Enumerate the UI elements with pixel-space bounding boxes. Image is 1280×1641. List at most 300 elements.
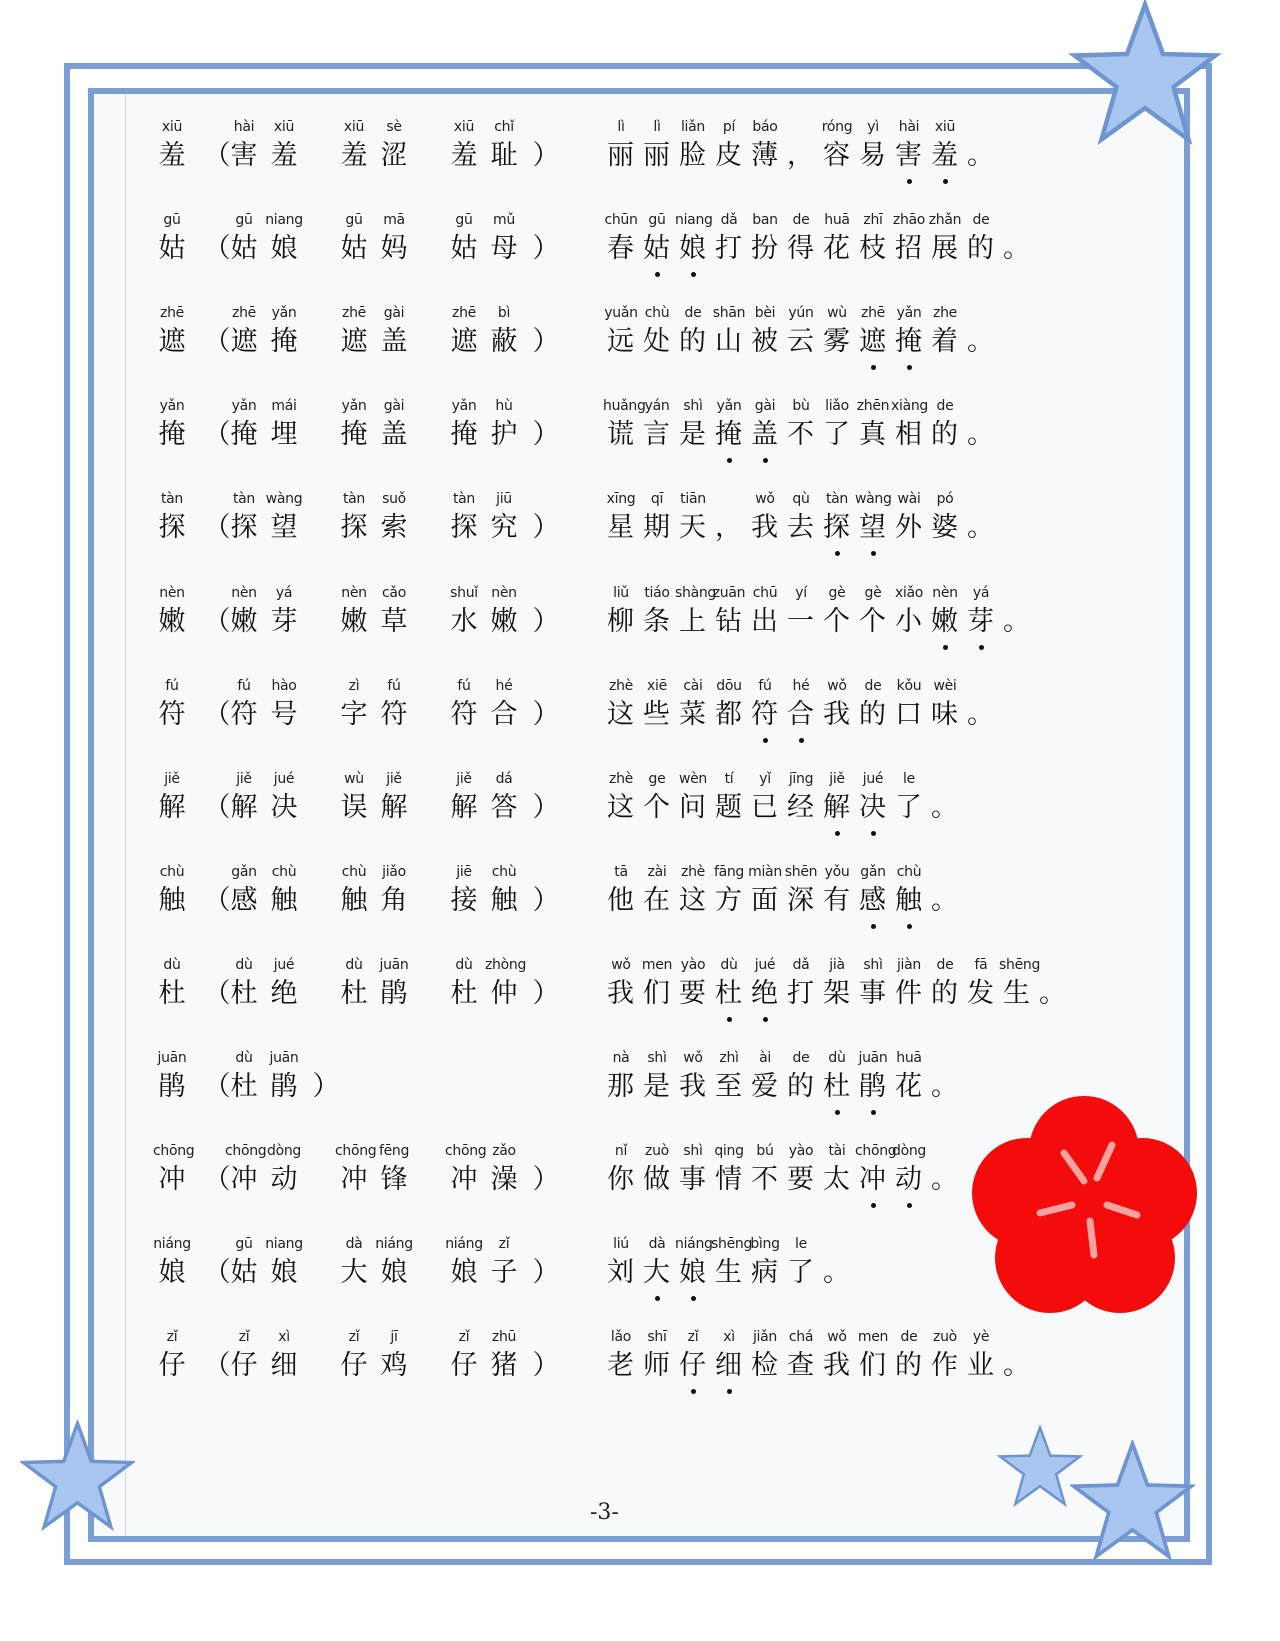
pinyin: suǒ <box>382 491 406 508</box>
sentence-text: 这些菜都符合我的口味。 <box>607 698 1003 730</box>
pinyin: zuān <box>712 584 746 601</box>
hanzi: 娘 <box>158 1257 186 1289</box>
emphasis-dot <box>943 179 948 184</box>
pinyin: wèn <box>678 770 708 787</box>
sentence-pinyin <box>603 395 646 417</box>
hanzi: （ <box>203 419 231 451</box>
sentence-pinyin <box>855 861 891 883</box>
pinyin: gū <box>455 212 473 229</box>
pinyin: yǎn <box>271 305 297 322</box>
hanzi: 决 <box>270 791 298 823</box>
hanzi: 探 <box>230 512 258 544</box>
pinyin: nà <box>612 1050 630 1066</box>
hanzi: ） <box>532 419 560 451</box>
word-char <box>485 1233 523 1291</box>
pinyin: dù <box>720 956 738 973</box>
word-char <box>485 1326 523 1384</box>
hanzi: （ <box>203 605 231 637</box>
pinyin: wàng <box>265 491 303 508</box>
sentence-pinyin <box>855 954 891 976</box>
pinyin: gū <box>235 1236 253 1253</box>
pinyin: gè <box>864 584 882 601</box>
pinyin: shuǐ <box>450 584 478 601</box>
word-char <box>485 1140 523 1198</box>
sentence-pinyin <box>639 488 675 510</box>
head-character <box>153 488 191 546</box>
emphasis-dot <box>907 365 912 370</box>
pinyin: dà <box>648 1236 666 1253</box>
vocab-row <box>0 209 1280 289</box>
hanzi: 细 <box>270 1350 298 1382</box>
pinyin: yào <box>680 956 706 973</box>
pinyin: cài <box>683 677 703 694</box>
pinyin: chōng <box>445 1143 487 1160</box>
sentence-pinyin <box>675 954 711 976</box>
sentence-pinyin <box>711 861 747 883</box>
hanzi: 解 <box>450 791 478 823</box>
hanzi: 大 <box>340 1257 368 1289</box>
pinyin: chá <box>788 1329 814 1346</box>
hanzi: 符 <box>158 698 186 730</box>
pinyin <box>963 675 999 697</box>
pinyin: fú <box>758 677 772 694</box>
sentence-pinyin <box>891 488 927 510</box>
pinyin: xì <box>723 1329 735 1346</box>
pinyin: chūn <box>604 212 638 229</box>
hanzi: ） <box>532 1350 560 1382</box>
sentence-pinyin <box>819 116 855 138</box>
word-char <box>445 675 483 733</box>
hanzi: （ <box>203 698 231 730</box>
sentence-pinyin <box>639 768 675 790</box>
emphasis-dot <box>691 1389 696 1394</box>
emphasis-dot <box>979 645 984 650</box>
emphasis-dot <box>871 924 876 929</box>
pinyin: de <box>900 1329 918 1346</box>
hanzi: 仲 <box>490 977 518 1009</box>
pinyin: xiū <box>343 119 365 135</box>
sentence-pinyin <box>603 488 639 510</box>
sentence-text: 刘大娘生病了。 <box>607 1257 859 1289</box>
word-char <box>225 302 263 360</box>
emphasis-dot <box>799 738 804 743</box>
sentence-pinyin <box>999 582 1035 604</box>
pinyin <box>963 395 999 417</box>
emphasis-dot <box>691 1296 696 1301</box>
word-char <box>485 861 523 919</box>
pinyin: zǐ <box>687 1329 699 1346</box>
hanzi: 芽 <box>270 605 298 637</box>
sentence-pinyin <box>927 675 963 697</box>
sentence-pinyin <box>855 768 891 790</box>
pinyin: shì <box>683 1143 703 1160</box>
sentence-pinyin <box>999 209 1035 231</box>
sentence-pinyin <box>711 1233 753 1255</box>
head-character <box>153 582 191 640</box>
pinyin <box>999 209 1035 231</box>
pinyin: fú <box>387 677 401 694</box>
sentence-pinyin <box>819 1326 855 1348</box>
pinyin: le <box>903 770 915 787</box>
pinyin: qing <box>714 1143 744 1160</box>
pinyin <box>527 1140 565 1162</box>
sentence-pinyin <box>927 209 963 231</box>
pinyin: dòng <box>266 1143 301 1160</box>
emphasis-dot <box>727 1017 732 1022</box>
sentence-pinyin <box>819 302 855 324</box>
pinyin: shì <box>863 956 883 973</box>
sentence-pinyin <box>819 488 855 510</box>
pinyin: qù <box>792 491 810 508</box>
sentence-pinyin <box>927 395 963 417</box>
hanzi: 掩 <box>158 419 186 451</box>
pinyin: zǐ <box>348 1329 360 1346</box>
close-paren <box>527 302 565 360</box>
pinyin: jiǎn <box>752 1329 778 1346</box>
sentence-pinyin <box>855 302 891 324</box>
close-paren <box>527 1140 565 1198</box>
pinyin: jiǎo <box>382 863 406 880</box>
sentence-pinyin <box>999 1326 1035 1348</box>
pinyin: niáng <box>675 1236 713 1253</box>
hanzi: 感 <box>230 884 258 916</box>
pinyin: lì <box>653 119 661 135</box>
hanzi: （ <box>203 1257 231 1289</box>
plum-flower-icon <box>972 1093 1197 1313</box>
sentence-pinyin <box>603 768 639 790</box>
sentence-pinyin <box>639 582 675 604</box>
hanzi: 澡 <box>490 1164 518 1196</box>
pinyin: le <box>795 1236 807 1253</box>
hanzi: 遮 <box>340 326 368 358</box>
pinyin: hé <box>495 677 513 694</box>
pinyin: de <box>684 305 702 322</box>
hanzi: 冲 <box>230 1164 258 1196</box>
pinyin: jué <box>862 770 884 787</box>
head-character <box>153 116 191 174</box>
emphasis-dot <box>871 831 876 836</box>
hanzi: 羞 <box>270 140 298 171</box>
pinyin: hài <box>898 119 920 135</box>
pinyin: zhē <box>861 305 885 322</box>
pinyin: dòng <box>891 1143 926 1160</box>
pinyin: chōng <box>153 1143 195 1160</box>
word-char <box>485 488 523 546</box>
sentence-pinyin <box>639 1140 675 1162</box>
pinyin <box>927 1140 963 1162</box>
pinyin: men <box>857 1329 889 1346</box>
emphasis-dot <box>835 831 840 836</box>
pinyin: cǎo <box>382 584 406 601</box>
hanzi: 姑 <box>230 1257 258 1289</box>
word-char <box>335 1140 377 1198</box>
pinyin: yǐ <box>759 770 771 787</box>
pinyin: gè <box>828 584 846 601</box>
word-char <box>335 488 373 546</box>
sentence-pinyin <box>819 1233 855 1255</box>
pinyin: fú <box>165 677 179 694</box>
pinyin: yǎn <box>896 305 922 322</box>
pinyin: zhī <box>863 212 883 229</box>
word-char <box>265 1047 303 1105</box>
hanzi: 动 <box>270 1164 298 1196</box>
hanzi: 望 <box>270 512 298 544</box>
head-character <box>153 1047 191 1105</box>
hanzi: 杜 <box>450 977 478 1009</box>
hanzi: 姑 <box>340 233 368 265</box>
head-character <box>153 954 191 1012</box>
hanzi: 触 <box>158 884 186 916</box>
pinyin <box>527 395 565 417</box>
sentence-pinyin <box>747 1233 783 1255</box>
pinyin: zuò <box>933 1329 957 1346</box>
head-character <box>153 395 191 453</box>
pinyin: chù <box>896 863 922 880</box>
hanzi: 触 <box>340 884 368 916</box>
pinyin: chǐ <box>494 119 514 135</box>
hanzi: 姑 <box>230 233 258 265</box>
sentence-pinyin <box>603 1326 639 1348</box>
pinyin: shì <box>683 398 703 415</box>
hanzi: （ <box>203 1350 231 1382</box>
pinyin: yǎn <box>716 398 742 415</box>
sentence-pinyin <box>783 1047 819 1069</box>
word-char <box>225 768 263 826</box>
pinyin: yǎn <box>159 398 185 415</box>
hanzi: ） <box>532 233 560 265</box>
sentence-pinyin <box>819 395 855 417</box>
pinyin: wǒ <box>827 677 847 694</box>
pinyin: xiǎo <box>894 584 924 601</box>
pinyin: pí <box>722 119 736 135</box>
pinyin: yè <box>972 1329 990 1346</box>
pinyin: liú <box>613 1236 629 1253</box>
sentence-pinyin <box>963 675 999 697</box>
hanzi: ） <box>532 791 560 823</box>
sentence-pinyin <box>891 768 927 790</box>
emphasis-dot <box>727 458 732 463</box>
hanzi: 探 <box>450 512 478 544</box>
word-char <box>445 488 483 546</box>
vocab-row <box>0 1326 1280 1406</box>
hanzi: 娘 <box>270 1257 298 1289</box>
sentence-pinyin <box>891 582 927 604</box>
sentence-pinyin <box>927 488 963 510</box>
sentence-pinyin <box>603 116 639 138</box>
pinyin: jué <box>273 956 295 973</box>
vocab-row <box>0 954 1280 1034</box>
sentence-pinyin <box>891 861 927 883</box>
hanzi: ） <box>532 140 560 171</box>
pinyin: de <box>792 1050 810 1066</box>
close-paren <box>527 768 565 826</box>
hanzi: 羞 <box>158 140 186 171</box>
hanzi: 害 <box>230 140 258 171</box>
pinyin: tàn <box>452 491 476 508</box>
word-char <box>485 209 523 267</box>
pinyin: chù <box>491 863 517 880</box>
close-paren <box>527 395 565 453</box>
pinyin: de <box>936 398 954 415</box>
word-char <box>375 395 413 453</box>
hanzi: 子 <box>490 1257 518 1289</box>
sentence-pinyin <box>783 1233 819 1255</box>
emphasis-dot <box>907 179 912 184</box>
sentence-pinyin <box>711 1140 747 1162</box>
sentence-pinyin <box>603 954 639 976</box>
pinyin <box>999 582 1035 604</box>
hanzi: 角 <box>380 884 408 916</box>
hanzi: 符 <box>380 698 408 730</box>
word-char <box>265 861 303 919</box>
sentence-pinyin <box>783 675 819 697</box>
pinyin <box>963 302 999 324</box>
sentence-pinyin <box>711 302 747 324</box>
hanzi: 仔 <box>230 1350 258 1382</box>
pinyin: ge <box>648 770 666 787</box>
pinyin: men <box>641 956 673 973</box>
sentence-pinyin <box>711 768 747 790</box>
pinyin: wǒ <box>683 1050 703 1066</box>
hanzi: 涩 <box>380 140 408 171</box>
page-number: -3- <box>590 1500 619 1525</box>
word-char <box>445 582 483 640</box>
pinyin: tàn <box>342 491 366 508</box>
sentence-pinyin <box>603 209 639 231</box>
sentence-pinyin <box>747 675 783 697</box>
hanzi: 母 <box>490 233 518 265</box>
close-paren <box>307 1047 345 1105</box>
pinyin: yào <box>788 1143 814 1160</box>
pinyin <box>307 1047 345 1069</box>
pinyin: xiū <box>273 119 295 135</box>
pinyin: xiàng <box>891 398 929 415</box>
hanzi: 姑 <box>450 233 478 265</box>
pinyin: gū <box>648 212 666 229</box>
hanzi: 接 <box>450 884 478 916</box>
hanzi: 嫩 <box>340 605 368 637</box>
emphasis-dot <box>763 738 768 743</box>
hanzi: 遮 <box>230 326 258 358</box>
pinyin: chù <box>159 863 185 880</box>
star-icon-top-right <box>1065 0 1225 150</box>
pinyin <box>819 1233 855 1255</box>
sentence-pinyin <box>639 954 675 976</box>
hanzi: （ <box>203 1071 231 1102</box>
sentence-pinyin <box>603 1047 639 1069</box>
pinyin: zhē <box>452 305 476 322</box>
close-paren <box>527 1233 565 1291</box>
pinyin <box>783 116 819 138</box>
sentence-pinyin <box>675 1047 711 1069</box>
word-char <box>375 675 413 733</box>
pinyin: ài <box>759 1050 771 1066</box>
pinyin: bèi <box>754 305 776 322</box>
pinyin: dǎ <box>720 212 738 229</box>
pinyin: niang <box>675 212 713 229</box>
sentence-text: 老师仔细检查我们的作业。 <box>607 1350 1039 1382</box>
pinyin: shēng <box>711 1236 753 1253</box>
sentence-pinyin <box>747 861 783 883</box>
hanzi: 蔽 <box>490 326 518 358</box>
hanzi: （ <box>203 1164 231 1196</box>
word-char <box>265 116 303 174</box>
sentence-text: 谎言是掩盖不了真相的。 <box>607 419 1003 451</box>
hanzi: ） <box>312 1071 340 1102</box>
pinyin: zhe <box>933 305 957 322</box>
emphasis-dot <box>871 1110 876 1115</box>
hanzi: 盖 <box>380 419 408 451</box>
sentence-pinyin <box>927 116 963 138</box>
hanzi: 杜 <box>158 977 186 1009</box>
pinyin: zǐ <box>238 1329 250 1346</box>
sentence-pinyin <box>675 1140 711 1162</box>
hanzi: 鹃 <box>380 977 408 1009</box>
emphasis-dot <box>871 551 876 556</box>
hanzi: 冲 <box>450 1164 478 1196</box>
head-character <box>153 302 191 360</box>
pinyin: yǎn <box>231 398 257 415</box>
word-char <box>335 116 373 174</box>
pinyin: zhū <box>491 1329 517 1346</box>
pinyin: zǎo <box>492 1143 516 1160</box>
sentence-text: 我们要杜绝打架事件的发生。 <box>607 977 1075 1009</box>
pinyin: dōu <box>716 677 742 694</box>
pinyin <box>527 861 565 883</box>
close-paren <box>527 675 565 733</box>
pinyin: xiē <box>647 677 667 694</box>
pinyin: zhè <box>681 863 705 880</box>
sentence-pinyin <box>819 768 855 790</box>
sentence-pinyin <box>747 302 783 324</box>
pinyin: gū <box>345 212 363 229</box>
sentence-pinyin <box>963 1326 999 1348</box>
word-char <box>225 1233 263 1291</box>
pinyin: tàn <box>160 491 184 508</box>
sentence-pinyin <box>783 954 819 976</box>
vocab-row <box>0 395 1280 475</box>
pinyin: yí <box>795 584 807 601</box>
sentence-pinyin <box>927 302 963 324</box>
pinyin: wàng <box>855 491 892 508</box>
pinyin: zhē <box>232 305 256 322</box>
word-char <box>335 1326 373 1384</box>
pinyin <box>527 116 565 138</box>
pinyin: sè <box>386 119 402 135</box>
hanzi: 埋 <box>270 419 298 451</box>
hanzi: ） <box>532 326 560 358</box>
hanzi: （ <box>203 233 231 265</box>
pinyin: wǒ <box>827 1329 847 1346</box>
pinyin: zǐ <box>498 1236 510 1253</box>
sentence-pinyin <box>855 1326 891 1348</box>
pinyin: gài <box>383 305 405 322</box>
sentence-pinyin <box>603 1140 639 1162</box>
sentence-pinyin <box>963 116 999 138</box>
hanzi: 掩 <box>270 326 298 358</box>
pinyin: zhǎn <box>928 212 962 229</box>
pinyin: juān <box>379 956 409 973</box>
pinyin: wǒ <box>755 491 775 508</box>
hanzi: 羞 <box>340 140 368 171</box>
head-character <box>153 1233 191 1291</box>
hanzi: 锋 <box>380 1164 408 1196</box>
pinyin: niang <box>265 1236 303 1253</box>
sentence-pinyin <box>855 209 891 231</box>
close-paren <box>527 488 565 546</box>
sentence-pinyin <box>963 582 999 604</box>
pinyin: mǔ <box>493 212 515 229</box>
